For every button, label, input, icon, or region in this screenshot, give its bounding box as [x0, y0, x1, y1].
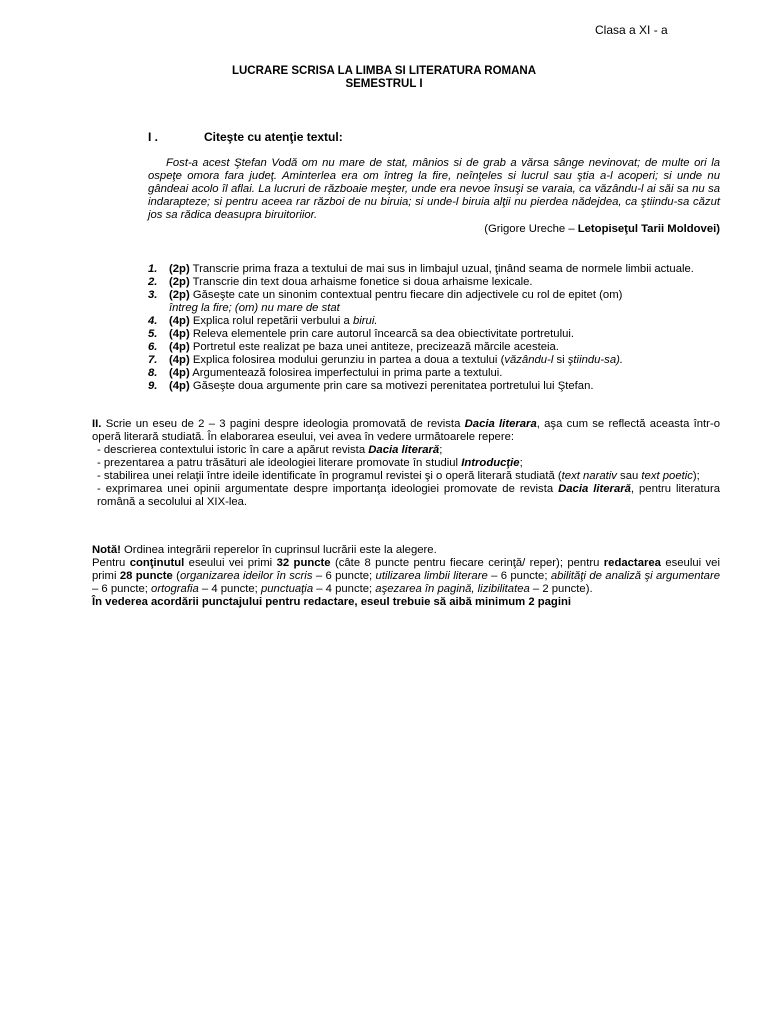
section1-instruction: Citeşte cu atenţie textul:	[204, 130, 343, 144]
question-text-italic: întreg la fire; (om) nu mare de stat	[169, 302, 340, 314]
question-points: (4p)	[169, 380, 190, 392]
question-list	[148, 263, 720, 393]
magazine-name: Dacia literara	[464, 418, 537, 430]
question-item	[148, 263, 720, 276]
criterion-text-italic: text narativ	[561, 470, 617, 482]
note-text: eseului vei primi	[92, 557, 720, 582]
section2	[92, 418, 720, 509]
question-text-italic: văzându-l	[504, 354, 554, 366]
question-number: 3.	[148, 289, 158, 301]
note-bold: conţinutul	[129, 557, 185, 569]
criterion-text: - exprimarea unei opinii argumentate despre importanţa ideologiei promovate de revista	[97, 483, 559, 495]
question-points: (4p)	[169, 367, 190, 379]
question-points: (2p)	[169, 276, 190, 288]
note-italic: ortografia	[151, 583, 199, 595]
passage-source	[484, 223, 720, 236]
question-points: (4p)	[169, 354, 190, 366]
question-points: (2p)	[169, 263, 190, 275]
criterion-text: ;	[519, 457, 523, 469]
essay-criterion-4	[92, 483, 720, 509]
question-text: Explica folosirea modului gerunziu in partea a doua a textului (	[189, 354, 505, 366]
question-item	[148, 328, 720, 341]
section2-number: II.	[92, 418, 102, 430]
question-text: Explica rolul repetării verbului a	[189, 315, 353, 327]
question-points: (2p)	[169, 289, 190, 301]
note-text: eseului vei primi	[184, 557, 277, 569]
note-final	[92, 596, 720, 609]
question-text: Releva elementele prin care autorul încearcă sa dea obiectivitate portretului.	[189, 328, 575, 340]
question-text: Argumentează folosirea imperfectului in prima parte a textului.	[189, 367, 503, 379]
note-text: (	[172, 570, 180, 582]
essay-criterion-3	[92, 470, 720, 483]
section1-heading	[148, 131, 343, 144]
note-bold: 32 puncte	[276, 557, 331, 569]
note-italic: utilizarea limbii literare	[375, 570, 488, 582]
note-italic: abilităţi de analiză şi argumentare	[550, 570, 721, 582]
note-text: – 6 puncte;	[487, 570, 551, 582]
note-italic: organizarea ideilor în scris	[179, 570, 313, 582]
criterion-text: - descrierea contextului istoric în care a apărut revista	[97, 444, 369, 456]
criterion-text: - stabilirea unei relaţii între ideile identificate în programul revistei şi o operă literară studiată (	[97, 470, 562, 482]
note-text: Ordinea integrării reperelor în cuprinsul lucrării este la alegere.	[120, 544, 437, 556]
essay-criterion-2	[92, 457, 720, 470]
note-text: – 6 puncte;	[92, 583, 152, 595]
note-text: – 2 puncte).	[529, 583, 593, 595]
document-subtitle: SEMESTRUL I	[345, 78, 423, 90]
question-number: 2.	[148, 276, 158, 288]
criterion-text: - prezentarea a patru trăsături ale ideologiei literare promovate în studiul	[97, 457, 462, 469]
note-line1	[92, 544, 720, 557]
question-text-italic: ştiindu-sa).	[567, 354, 624, 366]
criterion-text-italic: text poetic	[641, 470, 693, 482]
criterion-text: sau	[616, 470, 642, 482]
note-label: Notă!	[92, 544, 121, 556]
question-text: Transcrie prima fraza a textului de mai sus in limbajul uzual, ţinând seama de normele limbii actuale.	[189, 263, 694, 275]
note-text: (câte 8 puncte pentru fiecare cerinţă/ reper); pentru	[330, 557, 604, 569]
passage-text: Fost-a acest Ştefan Vodă om nu mare de stat, mânios si de grab a vărsa sânge nevinovat; de multe ori la ospeţe omora fara judeţ. Aminterlea era om întreg la fire, neînţeles si lucrul sau ştia a-l acoperi; si unde nu gândeai acolo îl aflai. La lucruri de războaie meşter, unde era nevoe însuşi se varaia, ca văzându-l ai săi sa nu sa indarapteze; si pentru aceea rar război de nu biruia; si unde-l biruia alţii nu pierdea nădejdea, ca ştiindu-sa căzut jos sa rădica deasupra biruitoriior.	[148, 157, 720, 221]
question-text: Portretul este realizat pe baza unei antiteze, precizează mărcile acesteia.	[189, 341, 559, 353]
question-number: 4.	[148, 315, 158, 327]
question-points: (4p)	[169, 341, 190, 353]
note-text: – 4 puncte;	[313, 583, 376, 595]
question-text: si	[553, 354, 568, 366]
question-number: 7.	[148, 354, 158, 366]
question-number: 1.	[148, 263, 158, 275]
question-item	[148, 380, 720, 393]
note-final-text: În vederea acordării punctajului pentru redactare, eseul trebuie să aibă minimum 2 pagini	[92, 596, 572, 608]
grading-note	[92, 544, 720, 609]
section2-intro	[92, 418, 720, 444]
note-text: – 4 puncte;	[198, 583, 261, 595]
question-text: Găseşte doua argumente prin care sa motivezi perenitatea portretului lui Ştefan.	[189, 380, 594, 392]
question-number: 8.	[148, 367, 158, 379]
document-title: LUCRARE SCRISA LA LIMBA SI LITERATURA ROMANA	[231, 65, 537, 77]
magazine-name: Dacia literară	[368, 444, 440, 456]
question-item	[148, 315, 720, 328]
note-italic: aşezarea în pagină, lizibilitatea	[375, 583, 530, 595]
note-text: – 6 puncte;	[312, 570, 376, 582]
study-name: Introducţie	[461, 457, 520, 469]
question-number: 5.	[148, 328, 158, 340]
question-item	[148, 276, 720, 289]
grade-label: Clasa a XI - a	[595, 23, 668, 37]
section2-text: Scrie un eseu de 2 – 3 pagini despre ideologia promovată de revista	[101, 418, 465, 430]
note-bold: 28 puncte	[119, 570, 173, 582]
note-text: Pentru	[92, 557, 130, 569]
question-item	[148, 354, 720, 367]
essay-criterion-1	[92, 444, 720, 457]
source-author: (Grigore Ureche –	[484, 223, 578, 235]
question-text-italic: birui.	[352, 315, 378, 327]
reading-passage	[148, 157, 720, 222]
question-item	[148, 289, 720, 315]
note-scoring	[92, 557, 720, 596]
criterion-text: , pentru literatura română a secolului al XIX-lea.	[97, 483, 720, 508]
source-work: Letopiseţul Tarii Moldovei)	[577, 223, 720, 235]
criterion-text: );	[692, 470, 700, 482]
question-item	[148, 367, 720, 380]
section1-number: I .	[148, 130, 159, 144]
question-text: Găseşte cate un sinonim contextual pentru fiecare din adjectivele cu rol de epitet (om)	[189, 289, 623, 301]
magazine-name: Dacia literară	[558, 483, 631, 495]
note-italic: punctuaţia	[260, 583, 314, 595]
note-bold: redactarea	[603, 557, 661, 569]
question-text: Transcrie din text doua arhaisme fonetice si doua arhaisme lexicale.	[189, 276, 533, 288]
criterion-text: ;	[439, 444, 443, 456]
question-number: 6.	[148, 341, 158, 353]
question-number: 9.	[148, 380, 158, 392]
section2-text: , aşa cum se reflectă aceasta într-o operă literară studiată. În elaborarea eseului, vei avea în vedere următoarele repere:	[92, 418, 720, 443]
question-points: (4p)	[169, 328, 190, 340]
question-points: (4p)	[169, 315, 190, 327]
question-item	[148, 341, 720, 354]
